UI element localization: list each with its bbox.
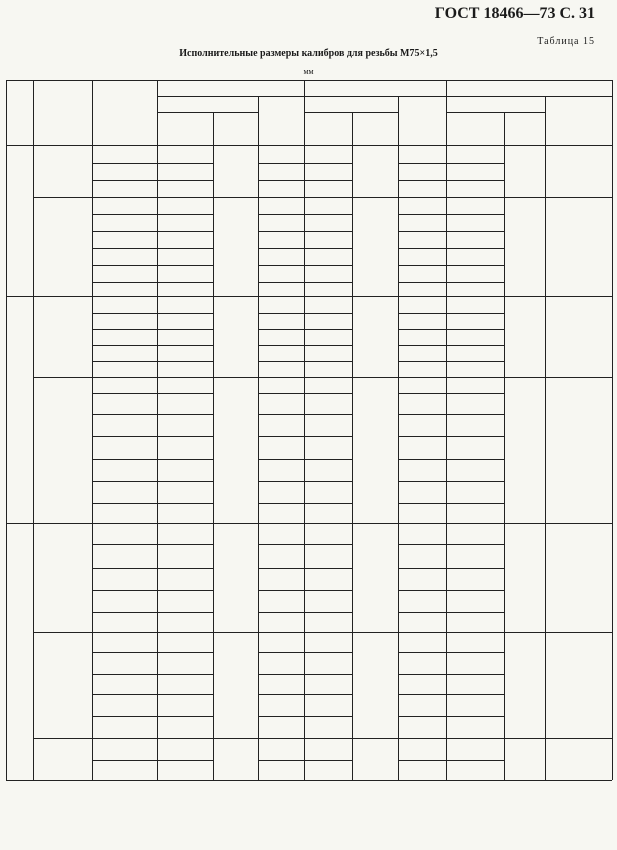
h-rule [398, 716, 504, 717]
h-rule [398, 345, 504, 346]
col-rule-12 [612, 145, 613, 780]
h-rule [398, 361, 504, 362]
h-rule [258, 544, 352, 545]
h-rule [258, 760, 352, 761]
h-rule [398, 265, 504, 266]
h-rule [92, 265, 213, 266]
col-rule-5 [258, 145, 259, 780]
h-rule [258, 265, 352, 266]
h-rule [258, 716, 352, 717]
h-rule [398, 282, 504, 283]
col-rule-3 [157, 145, 158, 780]
h-rule [92, 414, 213, 415]
h-rule [258, 459, 352, 460]
h-rule [92, 329, 213, 330]
h-rule [92, 231, 213, 232]
h-rule [92, 503, 213, 504]
h-rule [398, 760, 504, 761]
h-rule [92, 481, 213, 482]
h-rule [33, 632, 612, 633]
h-rule [92, 544, 213, 545]
h-rule [398, 674, 504, 675]
h-rule [398, 612, 504, 613]
h-rule [258, 248, 352, 249]
h-rule [398, 248, 504, 249]
h-rule [304, 96, 446, 97]
table-caption: Исполнительные размеры калибров для резьбы М75×1,5 [179, 48, 438, 59]
h-rule [33, 738, 612, 739]
h-rule [92, 214, 213, 215]
v-rule [213, 112, 214, 145]
col-rule-6 [304, 145, 305, 780]
h-rule [446, 112, 545, 113]
h-rule [398, 652, 504, 653]
h-rule [92, 652, 213, 653]
h-rule [92, 459, 213, 460]
h-rule [398, 590, 504, 591]
h-rule [6, 145, 612, 146]
h-rule [258, 345, 352, 346]
h-rule [258, 163, 352, 164]
col-rule-1 [33, 145, 34, 780]
h-rule [92, 345, 213, 346]
h-rule [92, 393, 213, 394]
v-rule [6, 80, 7, 145]
h-rule [92, 361, 213, 362]
col-rule-10 [504, 145, 505, 780]
v-rule [612, 80, 613, 145]
h-rule [398, 414, 504, 415]
h-rule [258, 674, 352, 675]
h-rule [398, 163, 504, 164]
h-rule [258, 214, 352, 215]
h-rule [258, 180, 352, 181]
h-rule [258, 612, 352, 613]
h-rule [6, 523, 612, 524]
col-rule-0 [6, 145, 7, 780]
h-rule [398, 313, 504, 314]
h-rule [258, 282, 352, 283]
col-rule-4 [213, 145, 214, 780]
h-rule [92, 180, 213, 181]
h-rule [258, 481, 352, 482]
h-rule [258, 694, 352, 695]
h-rule [92, 674, 213, 675]
table-number: Таблица 15 [537, 36, 595, 47]
h-rule [258, 568, 352, 569]
h-rule [398, 568, 504, 569]
v-rule [545, 96, 546, 145]
h-rule [258, 590, 352, 591]
h-rule [446, 96, 612, 97]
h-rule [398, 329, 504, 330]
table-top-rule [6, 80, 612, 81]
col-rule-2 [92, 145, 93, 780]
h-rule [92, 612, 213, 613]
v-rule [352, 112, 353, 145]
h-rule [398, 459, 504, 460]
h-rule [157, 96, 304, 97]
h-rule [304, 112, 398, 113]
h-rule [258, 313, 352, 314]
v-rule [92, 80, 93, 145]
h-rule [92, 760, 213, 761]
h-rule [398, 393, 504, 394]
h-rule [92, 694, 213, 695]
h-rule [258, 503, 352, 504]
h-rule [398, 544, 504, 545]
v-rule [504, 112, 505, 145]
v-rule [398, 96, 399, 145]
h-rule [258, 361, 352, 362]
h-rule [258, 436, 352, 437]
h-rule [6, 780, 612, 781]
h-rule [398, 694, 504, 695]
h-rule [398, 231, 504, 232]
h-rule [92, 282, 213, 283]
page-header: ГОСТ 18466—73 С. 31 [434, 5, 595, 22]
h-rule [258, 329, 352, 330]
h-rule [33, 197, 612, 198]
col-rule-9 [446, 145, 447, 780]
h-rule [92, 568, 213, 569]
h-rule [398, 180, 504, 181]
h-rule [92, 163, 213, 164]
col-rule-7 [352, 145, 353, 780]
h-rule [157, 112, 258, 113]
h-rule [6, 296, 612, 297]
col-rule-11 [545, 145, 546, 780]
col-rule-8 [398, 145, 399, 780]
h-rule [398, 214, 504, 215]
h-rule [33, 377, 612, 378]
v-rule [258, 96, 259, 145]
h-rule [398, 503, 504, 504]
h-rule [258, 231, 352, 232]
h-rule [92, 716, 213, 717]
h-rule [258, 652, 352, 653]
h-rule [92, 436, 213, 437]
h-rule [92, 248, 213, 249]
h-rule [398, 481, 504, 482]
units-label: мм [303, 67, 314, 76]
h-rule [92, 313, 213, 314]
h-rule [92, 590, 213, 591]
h-rule [398, 436, 504, 437]
v-rule [33, 80, 34, 145]
h-rule [258, 393, 352, 394]
h-rule [258, 414, 352, 415]
